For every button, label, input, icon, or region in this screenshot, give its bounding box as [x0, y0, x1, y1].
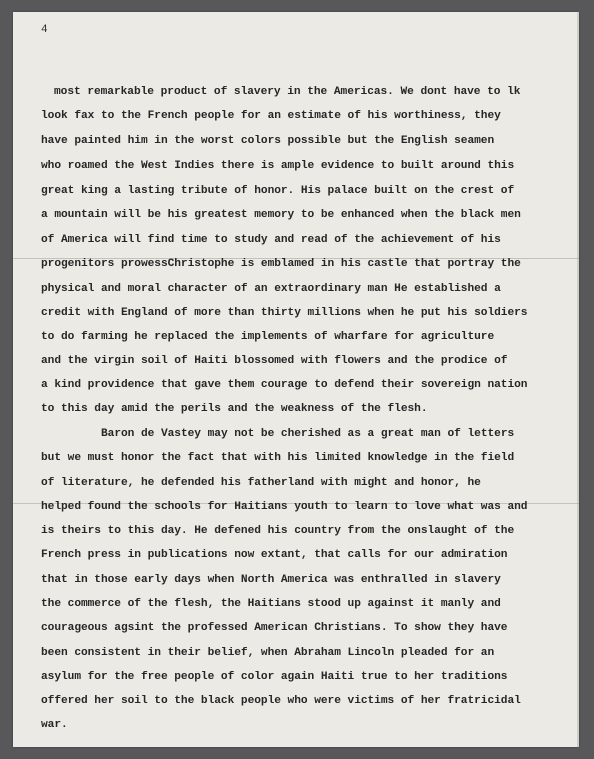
body-text — [13, 12, 579, 747]
text-line: asylum for the free people of color again Haiti true to her traditions — [41, 671, 508, 683]
text-line: who roamed the West Indies there is ample evidence to built around this — [41, 160, 515, 172]
text-line: to this day amid the perils and the weakness of the flesh. — [41, 403, 428, 415]
text-line: courageous agsint the professed American Christians. To show they have — [41, 622, 508, 634]
text-line: of America will find time to study and read of the achievement of his — [41, 234, 501, 246]
text-line: progenitors prowessChristophe is emblamed in his castle that portray the — [41, 258, 521, 270]
page-number: 4 — [41, 24, 48, 36]
text-line: to do farming he replaced the implements of wharfare for agriculture — [41, 331, 495, 343]
text-line: great king a lasting tribute of honor. His palace built on the crest of — [41, 185, 515, 197]
text-line: helped found the schools for Haitians youth to learn to love what was and — [41, 501, 528, 513]
text-line: Baron de Vastey may not be cherished as a great man of letters — [101, 428, 515, 440]
text-line: credit with England of more than thirty millions when he put his soldiers — [41, 307, 528, 319]
text-line: that in those early days when North America was enthralled in slavery — [41, 574, 501, 586]
text-line: French press in publications now extant, that calls for our admiration — [41, 549, 508, 561]
text-line: but we must honor the fact that with his limited knowledge in the field — [41, 452, 515, 464]
text-line: physical and moral character of an extraordinary man He established a — [41, 283, 501, 295]
text-line: and the virgin soil of Haiti blossomed with flowers and the prodice of — [41, 355, 508, 367]
text-line: the commerce of the flesh, the Haitians stood up against it manly and — [41, 598, 501, 610]
text-line: war. — [41, 719, 68, 731]
text-line: have painted him in the worst colors possible but the English seamen — [41, 135, 495, 147]
text-line: most remarkable product of slavery in the Americas. We dont have to lk — [54, 86, 521, 98]
text-line: of literature, he defended his fatherland with might and honor, he — [41, 477, 481, 489]
typewritten-page — [13, 12, 579, 747]
text-line: a mountain will be his greatest memory to be enhanced when the black men — [41, 209, 521, 221]
text-line: is theirs to this day. He defened his country from the onslaught of the — [41, 525, 515, 537]
text-line: a kind providence that gave them courage to defend their sovereign nation — [41, 379, 528, 391]
text-line: offered her soil to the black people who were victims of her fratricidal — [41, 695, 521, 707]
text-line: been consistent in their belief, when Abraham Lincoln pleaded for an — [41, 647, 495, 659]
text-line: look fax to the French people for an estimate of his worthiness, they — [41, 110, 501, 122]
